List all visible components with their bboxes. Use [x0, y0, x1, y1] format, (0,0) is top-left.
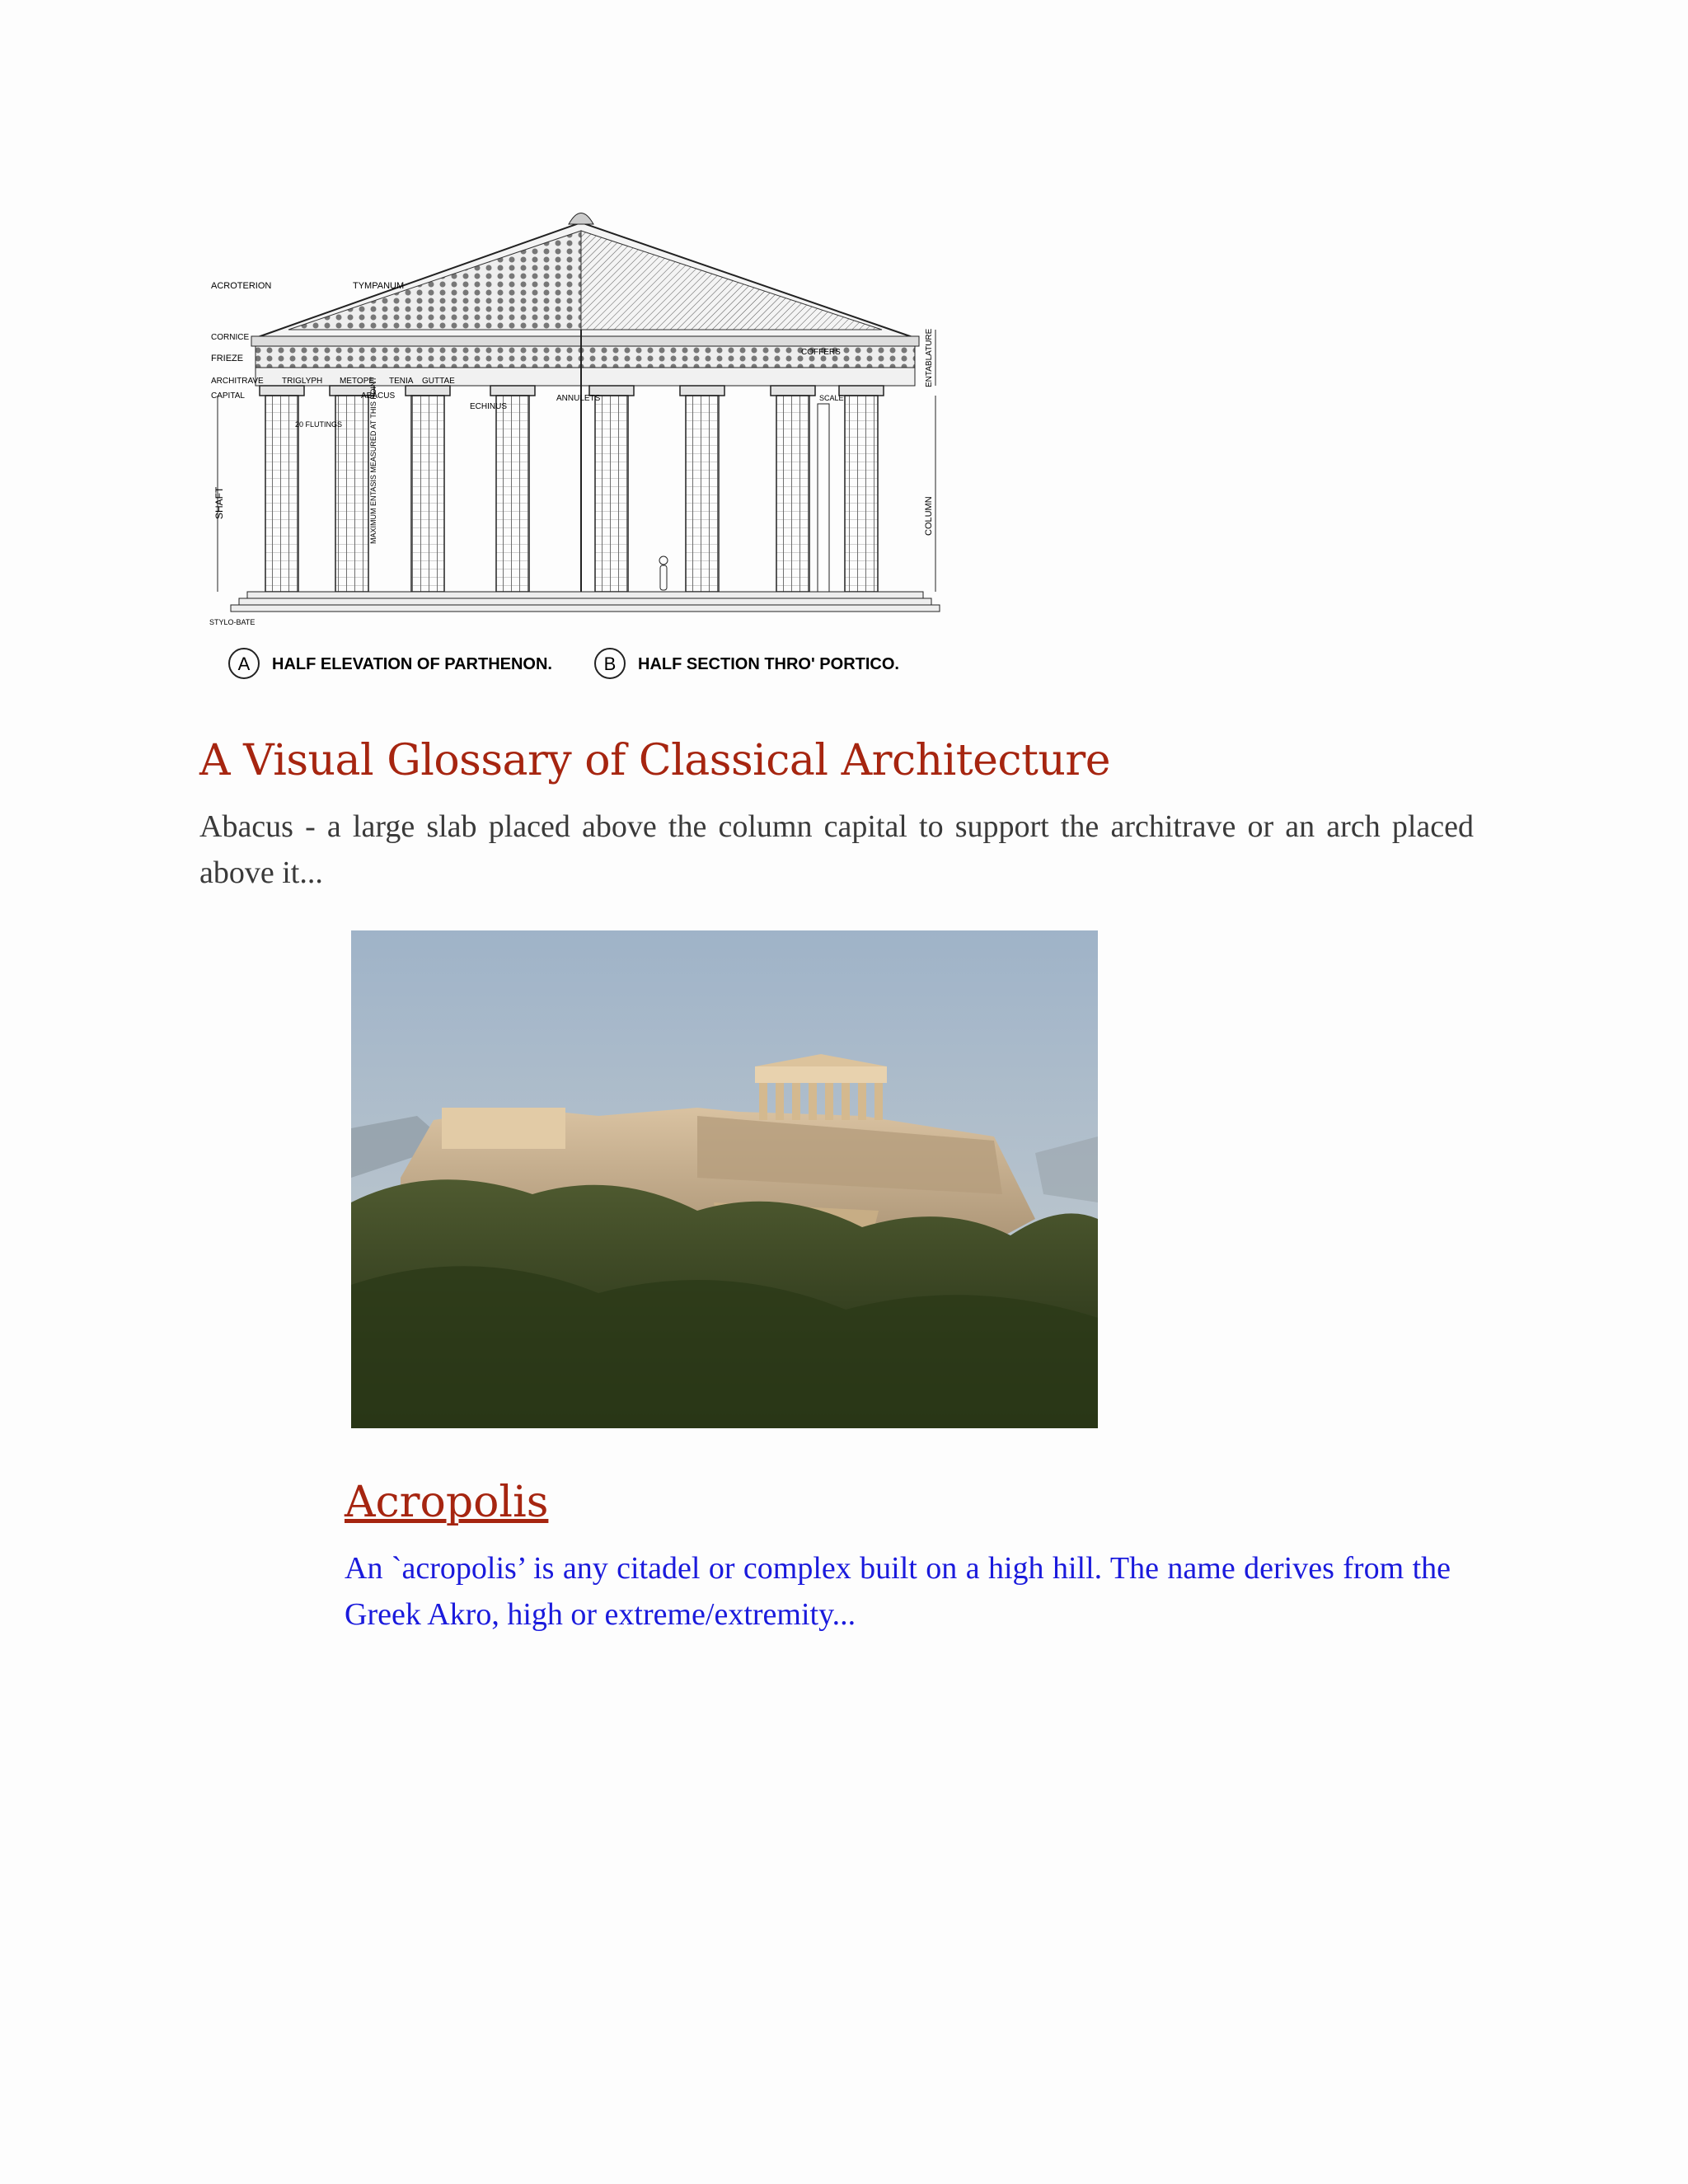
acropolis-paragraph: An `acropolis’ is any citadel or complex built on a high hill. The name derives from the Greek Akro, high or extreme/extremity... [345, 1551, 1451, 1632]
caption-b-marker: B [603, 654, 617, 674]
caption-a: HALF ELEVATION OF PARTHENON. [272, 655, 552, 673]
label-echinus: ECHINUS [470, 402, 508, 411]
label-abacus: ABACUS [361, 391, 396, 401]
parthenon-diagram [206, 206, 948, 692]
label-shaft: SHAFT [213, 486, 225, 519]
label-tenia: TENIA [389, 377, 414, 386]
label-flutings: 20 FLUTINGS [295, 420, 343, 429]
page-heading: A Visual Glossary of Classical Architecture [199, 736, 1111, 785]
label-capital: CAPITAL [211, 391, 245, 401]
label-architrave: ARCHITRAVE [211, 377, 264, 386]
label-metope: METOPE [340, 377, 375, 386]
abacus-paragraph: Abacus - a large slab placed above the column capital to support the architrave or an arch placed above it... [199, 809, 1474, 890]
label-column: COLUMN [924, 496, 934, 536]
label-guttae: GUTTAE [422, 377, 455, 386]
label-annulets: ANNULETS [556, 394, 601, 403]
label-triglyph: TRIGLYPH [282, 377, 323, 386]
caption-b: HALF SECTION THRO' PORTICO. [638, 655, 899, 673]
caption-a-marker: A [237, 654, 251, 674]
acropolis-photo [351, 930, 1098, 1428]
label-tympanum: TYMPANUM [353, 281, 405, 291]
label-acroterion: ACROTERION [211, 281, 272, 291]
label-frieze: FRIEZE [211, 354, 244, 363]
label-scale: SCALE [819, 394, 844, 402]
label-stylobate: STYLO-BATE [209, 618, 256, 626]
label-entablature: ENTABLATURE [925, 328, 934, 387]
label-coffers: COFFERS [801, 348, 841, 357]
acropolis-link[interactable]: Acropolis [345, 1478, 549, 1527]
label-cornice: CORNICE [211, 333, 250, 342]
label-entasis: MAXIMUM ENTASIS MEASURED AT THIS POINT [369, 377, 377, 544]
